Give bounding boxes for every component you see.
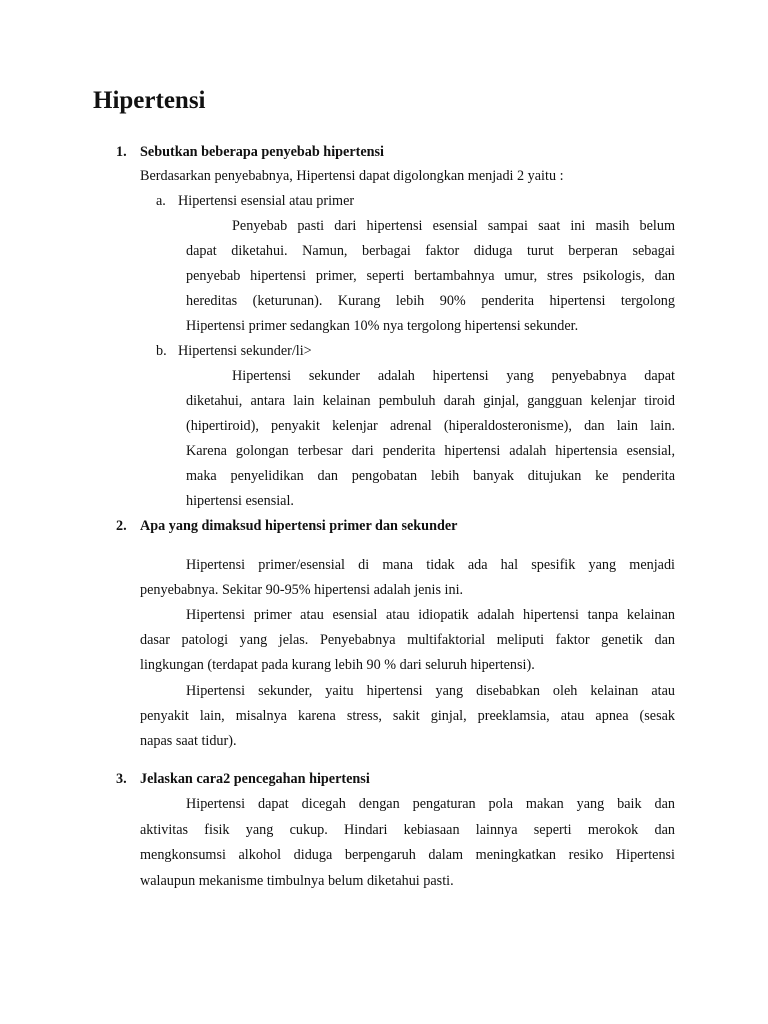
q2-line-8: napas saat tidur). — [140, 733, 237, 749]
q2-line-1: Hipertensi primer/esensial di mana tidak ada hal spesifik yang menjadi — [186, 557, 675, 573]
q2-line-5: lingkungan (terdapat pada kurang lebih 90 % dari seluruh hipertensi). — [140, 657, 535, 673]
q1-b-line-4: Karena golongan terbesar dari penderita hipertensi adalah hipertensia esensial, — [186, 443, 675, 459]
q1-a-line-1: Penyebab pasti dari hipertensi esensial sampai saat ini masih belum — [232, 218, 675, 234]
page-title: Hipertensi — [93, 87, 206, 114]
q2-line-4: dasar patologi yang jelas. Penyebabnya multifaktorial meliputi faktor genetik dan — [140, 632, 675, 648]
q1-a-label: Hipertensi esensial atau primer — [178, 193, 355, 209]
q1-a-line-5: Hipertensi primer sedangkan 10% nya tergolong hipertensi sekunder. — [186, 318, 579, 334]
q1-a-line-3: penyebab hipertensi primer, seperti bertambahnya umur, stres psikologis, dan — [186, 268, 675, 284]
q2-line-6: Hipertensi sekunder, yaitu hipertensi yang disebabkan oleh kelainan atau — [186, 683, 675, 699]
q1-b-label: Hipertensi sekunder/li> — [178, 343, 312, 359]
q2-number: 2. — [116, 518, 127, 534]
q1-a-line-4: hereditas (keturunan). Kurang lebih 90% penderita hipertensi tergolong — [186, 293, 675, 309]
q3-heading: Jelaskan cara2 pencegahan hipertensi — [140, 771, 370, 787]
q1-b-letter: b. — [156, 343, 167, 359]
q2-line-7: penyakit lain, misalnya karena stress, sakit ginjal, preeklamsia, atau apnea (sesak — [140, 708, 675, 724]
q2-heading: Apa yang dimaksud hipertensi primer dan sekunder — [140, 518, 458, 534]
q3-line-3: mengkonsumsi alkohol diduga berpengaruh dalam meningkatkan resiko Hipertensi — [140, 847, 675, 863]
q1-intro: Berdasarkan penyebabnya, Hipertensi dapat digolongkan menjadi 2 yaitu : — [140, 168, 564, 184]
q1-b-line-1: Hipertensi sekunder adalah hipertensi yang penyebabnya dapat — [232, 368, 675, 384]
q1-b-line-2: diketahui, antara lain kelainan pembuluh darah ginjal, gangguan kelenjar tiroid — [186, 393, 675, 409]
q3-line-4: walaupun mekanisme timbulnya belum diketahui pasti. — [140, 873, 454, 889]
q1-b-line-6: hipertensi esensial. — [186, 493, 294, 509]
q1-b-line-5: maka penyelidikan dan pengobatan lebih banyak ditujukan ke penderita — [186, 468, 675, 484]
q3-number: 3. — [116, 771, 127, 787]
q1-heading: Sebutkan beberapa penyebab hipertensi — [140, 144, 384, 160]
q2-line-3: Hipertensi primer atau esensial atau idiopatik adalah hipertensi tanpa kelainan — [186, 607, 675, 623]
q1-number: 1. — [116, 144, 127, 160]
q1-a-line-2: dapat diketahui. Namun, berbagai faktor diduga turut berperan sebagai — [186, 243, 675, 259]
q1-a-letter: a. — [156, 193, 166, 209]
q3-line-1: Hipertensi dapat dicegah dengan pengaturan pola makan yang baik dan — [186, 796, 675, 812]
q3-line-2: aktivitas fisik yang cukup. Hindari kebiasaan lainnya seperti merokok dan — [140, 822, 675, 838]
q1-b-line-3: (hipertiroid), penyakit kelenjar adrenal (hiperaldosteronisme), dan lain lain. — [186, 418, 675, 434]
q2-line-2: penyebabnya. Sekitar 90-95% hipertensi adalah jenis ini. — [140, 582, 464, 598]
